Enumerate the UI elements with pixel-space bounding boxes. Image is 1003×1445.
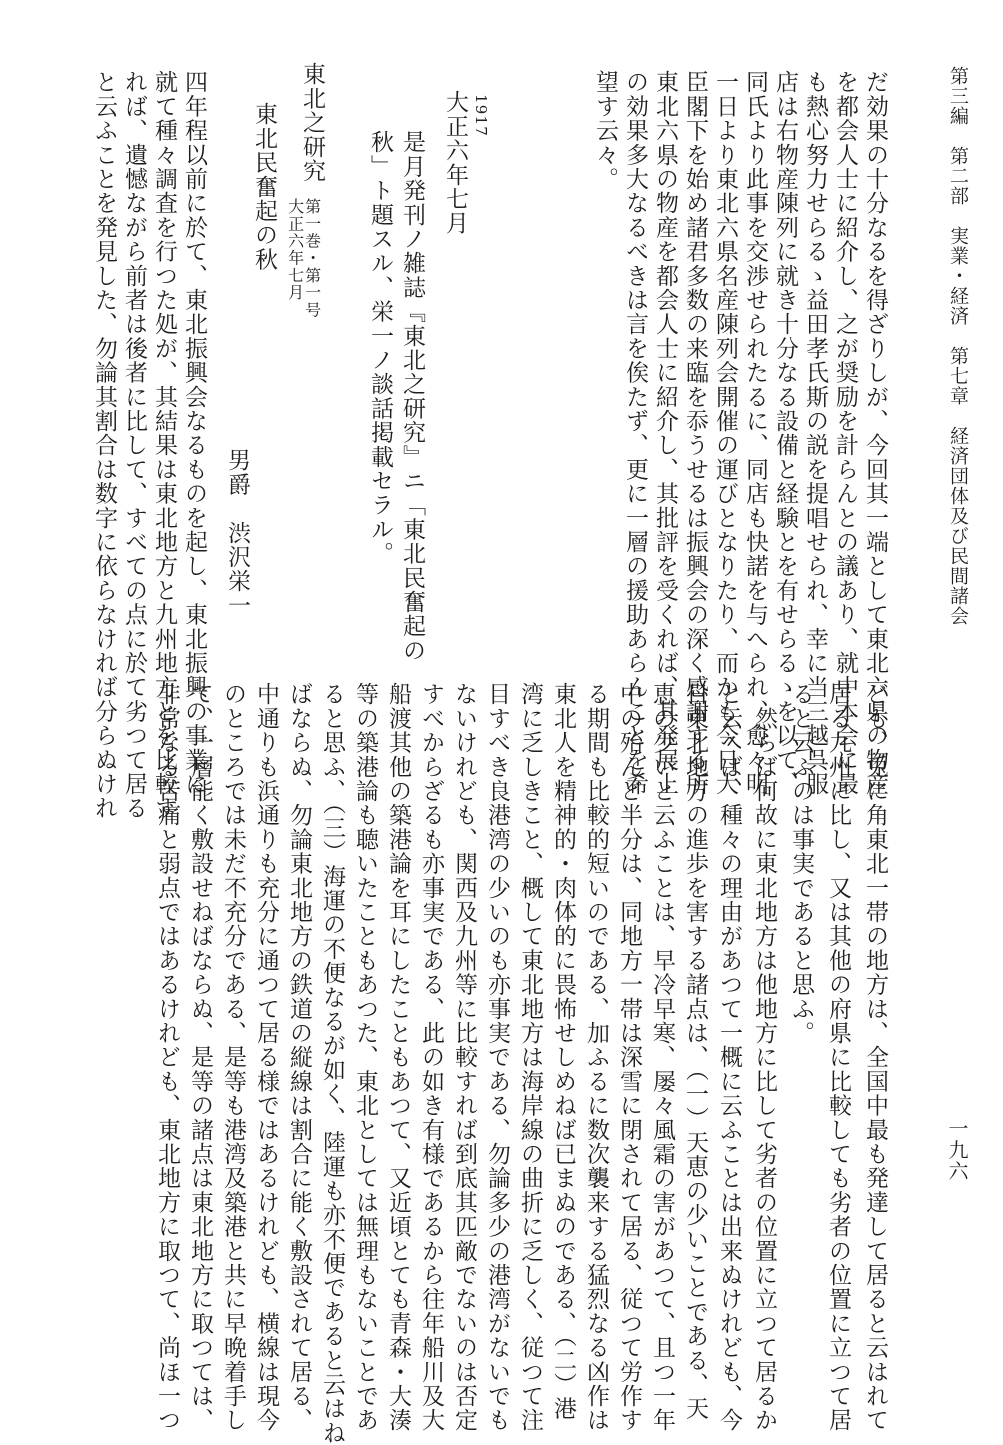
text-line: 店は右物産陳列に就き十分なる設備と経験とを有せらるゝを以て、 bbox=[772, 70, 798, 796]
text-line: だ効果の十分なるを得ざりしが、今回其一端として東北六県の物産 bbox=[862, 70, 888, 796]
article-title: 東北民奮起の秋 bbox=[251, 102, 277, 272]
text-line: 東北人を精神的・肉体的に畏怖せしめねば已まぬのである、（二）港 bbox=[550, 682, 576, 1421]
text-line: 等の築港論も聴いたこともあつた、東北としては無理もないことであ bbox=[352, 682, 378, 1433]
text-line: ると云ふのは事実であると思ふ。 bbox=[788, 682, 814, 1045]
text-line: 同氏より此事を交渉せられたるに、同店も快諾を与へられ、愈々明 bbox=[742, 70, 768, 796]
text-line: 東北六県の物産を都会人士に紹介し、其批評を受くれば、其発展上 bbox=[652, 70, 678, 796]
entry-description-line: 是月発刊ノ雑誌『東北之研究』ニ「東北民奮起の bbox=[399, 130, 425, 663]
text-line: 恵の少いと云ふことは、早冷早寒、屡々風霜の害があつて、且つ一年 bbox=[649, 682, 675, 1433]
text-line: て、一層能く敷設せねばならぬ、是等の諸点は東北地方に取つては、 bbox=[187, 682, 213, 1433]
text-line: 望す云々。 bbox=[592, 70, 618, 191]
text-line: 目すべき良港湾の少いのも亦事実である、勿論多少の港湾がないでも bbox=[484, 682, 510, 1433]
text-line: のところでは未だ不充分である、是等も港湾及築港と共に早晩着手し bbox=[220, 682, 246, 1433]
text-line: 中の殆んど半分は、同地方一帯は深雪に閉されて居る、従つて労作す bbox=[616, 682, 642, 1433]
text-line: 非常なる苦痛と弱点ではあるけれども、東北地方に取つて、尚ほ一つ bbox=[154, 682, 180, 1433]
text-line: 居る九州に比し、又は其他の府県に比較しても劣者の位置に立つて居 bbox=[825, 682, 851, 1433]
text-line: 四年程以前に於て、東北振興会なるものを起し、東北振興の事業に bbox=[181, 70, 207, 796]
source-volume: 第一巻・第一号 bbox=[302, 198, 322, 319]
text-line: の効果多大なるべきは言を俟たず、更に一層の援助あらんことを希 bbox=[622, 70, 648, 796]
text-line: 湾に乏しきこと、概して東北地方は海岸線の曲折に乏しく、従つて注 bbox=[517, 682, 543, 1433]
text-line: 一日より東北六県名産陳列会開催の運びとなりたり、而かも今日大 bbox=[712, 70, 738, 796]
text-line: ないけれども、関西及九州等に比較すれば到底其匹敵でないのは否定 bbox=[451, 682, 477, 1433]
text-line: も熱心努力せらるゝ益田孝氏斯の説を提唱せられ、幸に当三越呉服 bbox=[802, 70, 828, 796]
source-date: 大正六年七月 bbox=[285, 198, 305, 302]
text-line: 就て種々調査を行つた処が、其結果は東北地方と九州地方とを比較す bbox=[151, 70, 177, 821]
entry-description-line: 秋」ト題スル、栄一ノ談話掲載セラル。 bbox=[367, 130, 393, 566]
text-line: ばならぬ、勿論東北地方の鉄道の縦線は割合に能く敷設されて居る、 bbox=[286, 682, 312, 1433]
text-line: ども、兎に角東北一帯の地方は、全国中最も発達して居ると云はれて bbox=[862, 682, 888, 1433]
source-title: 東北之研究 bbox=[299, 62, 325, 183]
entry-date: 大正六年七月 bbox=[442, 90, 468, 236]
entry-year: 1917 bbox=[472, 94, 490, 137]
text-line: 日東北地方の進歩を害する諸点は、（一）天恵の少いことである、天 bbox=[682, 682, 708, 1421]
text-line: 然らば何故に東北地方は他地方に比して劣者の位置に立つて居るか bbox=[751, 682, 777, 1433]
running-header: 第三編 第二部 実業・経済 第七章 経済団体及び民間諸会 bbox=[947, 66, 969, 626]
text-line: る期間も比較的短いのである、加ふるに数次襲来する猛烈なる凶作は bbox=[583, 682, 609, 1433]
text-line: を都会人士に紹介し、之が奨励を計らんとの議あり、就中本会に最 bbox=[832, 70, 858, 796]
article-author: 男爵 渋沢栄一 bbox=[224, 448, 250, 618]
text-line: れば、遺憾ながら前者は後者に比して、すべての点に於て劣つて居る bbox=[121, 70, 147, 821]
text-line: と云ふことを発見した、勿論其割合は数字に依らなければ分らぬけれ bbox=[91, 70, 117, 821]
text-line: と云へば、種々の理由があつて一概に云ふことは出来ぬけれども、今 bbox=[716, 682, 742, 1433]
text-line: 船渡其他の築港論を耳にしたこともあつて、又近頃とても青森・大湊 bbox=[385, 682, 411, 1433]
text-line: 臣閣下を始め諸君多数の来臨を忝うせるは振興会の深く感謝する所 bbox=[682, 70, 708, 796]
text-line: すべからざるも亦事実である、此の如き有様であるから往年船川及大 bbox=[418, 682, 444, 1433]
text-line: ると思ふ、（三）海運の不便なるが如く、陸運も亦不便であると云はね bbox=[319, 682, 345, 1445]
text-line: 中通りも浜通りも充分に通つて居る様ではあるけれども、横線は現今 bbox=[253, 682, 279, 1433]
page-number: 一九六 bbox=[945, 1118, 969, 1182]
